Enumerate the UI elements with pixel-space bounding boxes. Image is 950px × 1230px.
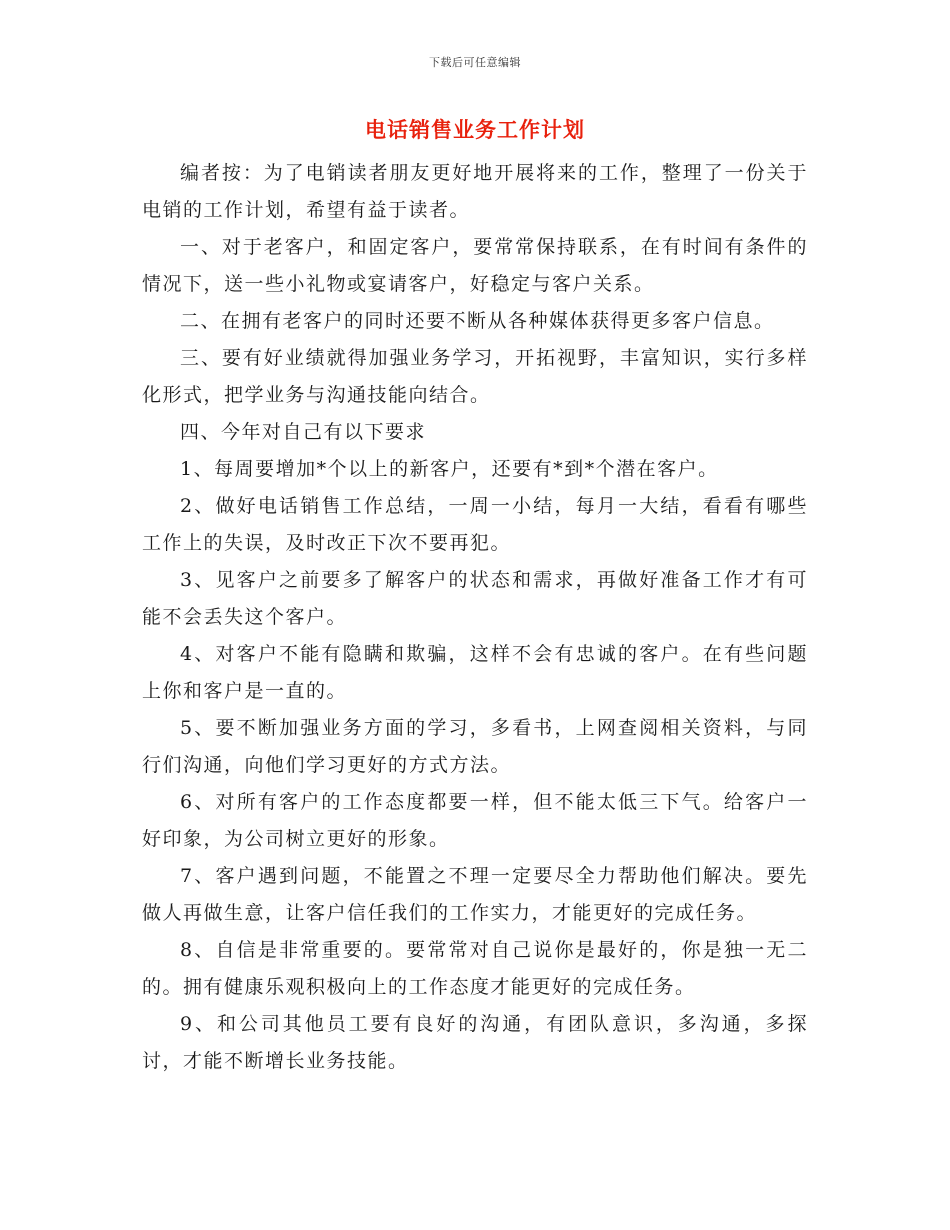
document-body: [142, 155, 808, 1080]
paragraph-section-1: 一、对于老客户，和固定客户，要常常保持联系，在有时间有条件的情况下，送一些小礼物或宴请客户，好稳定与客户关系。: [142, 236, 808, 295]
list-item-9: 9、和公司其他员工要有良好的沟通，有团队意识，多沟通，多探讨，才能不断增长业务技能。: [142, 1013, 808, 1072]
paragraph-section-3: 三、要有好业绩就得加强业务学习，开拓视野，丰富知识，实行多样化形式，把学业务与沟通技能向结合。: [142, 347, 808, 406]
list-item-6: 6、对所有客户的工作态度都要一样，但不能太低三下气。给客户一好印象，为公司树立更好的形象。: [142, 791, 808, 850]
list-item-7: 7、客户遇到问题，不能置之不理一定要尽全力帮助他们解决。要先做人再做生意，让客户信任我们的工作实力，才能更好的完成任务。: [142, 865, 808, 924]
list-item-2: 2、做好电话销售工作总结，一周一小结，每月一大结，看看有哪些工作上的失误，及时改正下次不要再犯。: [142, 495, 808, 554]
paragraph-section-2: 二、在拥有老客户的同时还要不断从各种媒体获得更多客户信息。: [180, 310, 775, 332]
editor-note-paragraph: 编者按：为了电销读者朋友更好地开展将来的工作，整理了一份关于电销的工作计划，希望有益于读者。: [142, 162, 808, 221]
paragraph-section-4: 四、今年对自己有以下要求: [180, 421, 427, 443]
document-title: 电话销售业务工作计划: [365, 117, 585, 142]
list-item-3: 3、见客户之前要多了解客户的状态和需求，再做好准备工作才有可能不会丢失这个客户。: [142, 569, 808, 628]
list-item-5: 5、要不断加强业务方面的学习，多看书，上网查阅相关资料，与同行们沟通，向他们学习更好的方式方法。: [142, 717, 808, 776]
list-item-1: 1、每周要增加*个以上的新客户，还要有*到*个潜在客户。: [180, 458, 719, 480]
list-item-4: 4、对客户不能有隐瞒和欺骗，这样不会有忠诚的客户。在有些问题上你和客户是一直的。: [142, 643, 808, 702]
page-header-note: 下载后可任意编辑: [429, 56, 521, 69]
list-item-8: 8、自信是非常重要的。要常常对自己说你是最好的，你是独一无二的。拥有健康乐观积极向上的工作态度才能更好的完成任务。: [142, 939, 808, 998]
